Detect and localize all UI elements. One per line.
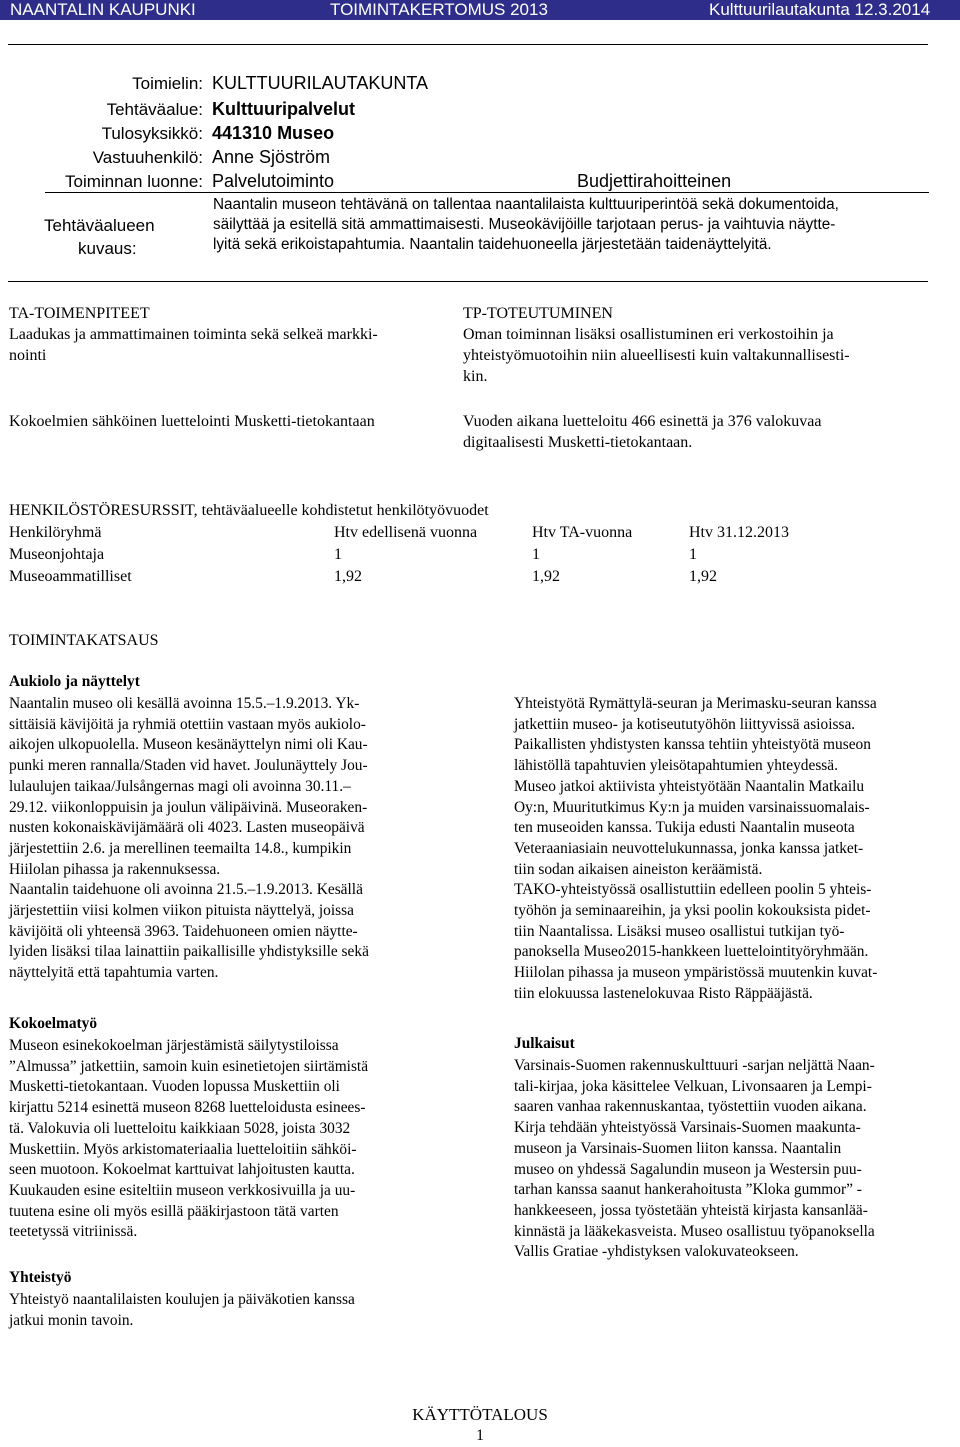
header-org: NAANTALIN KAUPUNKI — [10, 0, 196, 19]
aukiolo-title: Aukiolo ja näyttelyt — [9, 673, 140, 690]
staff-col-prev: Htv edellisenä vuonna — [334, 524, 478, 541]
paragraph-line: työhön ja seminaareihin, ja yksi poolin kokouksista pidet- — [514, 902, 871, 920]
header-board: Kulttuurilautakunta 12.3.2014 — [709, 0, 931, 19]
info-divider — [45, 192, 929, 193]
paragraph-line: lähistöllä tapahtuvien yleisötapahtumien yhteydessä. — [514, 757, 838, 775]
tp-1-line-1: Oman toiminnan lisäksi osallistuminen eri verkostoihin ja — [463, 326, 834, 343]
julkaisut-paragraph — [514, 1056, 875, 1263]
paragraph-line: järjestettiin 2.6. ja merellinen teemailta 14.8., kumpikin — [9, 839, 352, 857]
paragraph-line: nusten kokonaiskävijämäärä oli 4023. Lasten museopäivä — [9, 819, 365, 837]
cooperation-paragraph — [514, 694, 877, 1005]
paragraph-line: kinnästä ja lääkekasveista. Museo osallistuu työpanoksella — [514, 1222, 875, 1240]
vastuuhenkilo-value: Anne Sjöström — [212, 147, 331, 167]
kuvaus-label-2: kuvaus: — [78, 239, 137, 258]
staff-col-group: Henkilöryhmä — [9, 524, 102, 541]
ta-1-line-1: Laadukas ja ammattimainen toiminta sekä selkeä markki- — [9, 326, 378, 343]
paragraph-line: järjestettiin viisi kolmen viikon pituista näyttelyä, joissa — [9, 902, 354, 920]
paragraph-line: näyttelyitä että tapahtumia varten. — [9, 964, 219, 982]
paragraph-line: ten museoiden kanssa. Tukija edusti Naantalin museota — [514, 819, 855, 837]
paragraph-line: tä. Valokuvia oli luetteloitu kaikkiaan 5028, joista 3032 — [9, 1119, 351, 1137]
paragraph-line: 29.12. viikonloppuisin ja joulun välipäivinä. Museoraken- — [9, 798, 368, 816]
paragraph-line: saaren vanhaa rakennuskantaa, työstettiin vuoden aikana. — [514, 1098, 867, 1116]
paragraph-line: Veteraaniasiain neuvottelukunnassa, jonka kanssa jatket- — [514, 839, 864, 857]
staff-col-ta: Htv TA-vuonna — [532, 524, 633, 541]
review-heading: TOIMINTAKATSAUS — [9, 632, 159, 649]
paragraph-line: Naantalin museo oli kesällä avoinna 15.5.–1.9.2013. Yk- — [9, 695, 360, 712]
paragraph-line: jatkui monin tavoin. — [9, 1311, 134, 1329]
paragraph-line: Yhteistyö naantalilaisten koulujen ja päiväkotien kanssa — [9, 1291, 355, 1308]
tp-1-line-2: yhteistyömuotoihin niin alueellisesti kuin valtakunnallisesti- — [463, 347, 850, 364]
tp-2-line-1: Vuoden aikana luetteloitu 466 esinettä ja 376 valokuvaa — [463, 413, 822, 430]
paragraph-line: Oy:n, Muuritutkimus Ky:n ja muiden varsinaissuomalais- — [514, 798, 870, 816]
header-report: TOIMINTAKERTOMUS 2013 — [330, 0, 548, 19]
paragraph-line: Hiilolan pihassa ja museon ympäristössä muutenkin kuvat- — [514, 964, 878, 982]
luonne-value: Palvelutoiminto — [212, 171, 335, 191]
kuvaus-line-2: säilyttää ja esitellä sitä ammattimaisesti. Museokävijöille tarjotaan perus- ja vaihtuvia näytte- — [213, 216, 836, 233]
paragraph-line: punki meren rannalla/Staden vid havet. Joulunäyttely Jou- — [9, 757, 368, 775]
paragraph-line: Muskettiin. Myös arkistomateriaalia luetteloitiin sähköi- — [9, 1140, 357, 1158]
paragraph-line: Vallis Gratiae -yhdistyksen valokuvateokseen. — [514, 1243, 799, 1261]
ta-1-line-2: nointi — [9, 347, 47, 364]
paragraph-line: tiin Naantalissa. Lisäksi museo osallistui tutkijan työ- — [514, 922, 845, 940]
staff-row-2-group: Museoammatilliset — [9, 568, 132, 585]
kokoelma-paragraph — [9, 1036, 368, 1243]
staff-row-1-actual: 1 — [689, 546, 697, 563]
paragraph-line: museo on yhdessä Sagalundin museon ja Westersin puu- — [514, 1160, 862, 1178]
paragraph-line: seen muotoon. Kokoelmat karttuivat lahjoitusten kautta. — [9, 1161, 355, 1179]
paragraph-line: tuutena esine oli myös esillä pääkirjastoon tätä varten — [9, 1202, 339, 1220]
paragraph-line: teetetyssä vitriinissä. — [9, 1223, 138, 1241]
kokoelma-title: Kokoelmatyö — [9, 1015, 98, 1032]
paragraph-line: kävijöitä oli yhteensä 3963. Taidehuoneen omien näytte- — [9, 922, 358, 940]
staff-row-1-ta: 1 — [532, 546, 540, 563]
paragraph-line: lulaulujen taikaa/Julsångernas magi oli avoinna 30.11.– — [9, 777, 351, 795]
staff-row-2-prev: 1,92 — [334, 568, 362, 585]
ta-2: Kokoelmien sähköinen luettelointi Musketti-tietokantaan — [9, 413, 375, 430]
yhteistyo-title: Yhteistyö — [9, 1269, 72, 1286]
staff-heading: HENKILÖSTÖRESURSSIT, tehtäväalueelle kohdistetut henkilötyövuodet — [9, 502, 489, 519]
paragraph-line: ”Almussa” jatkettiin, samoin kuin esinetietojen siirtämistä — [9, 1057, 369, 1075]
header-banner — [0, 0, 960, 20]
paragraph-line: tali-kirjaa, joka käsittelee Velkuan, Livonsaaren ja Lempi- — [514, 1077, 872, 1095]
staff-row-1-prev: 1 — [334, 546, 342, 563]
paragraph-line: Museon esinekokoelman järjestämistä säilytystiloissa — [9, 1037, 339, 1054]
kuvaus-line-3: lyitä sekä erikoistapahtumia. Naantalin taidehuoneella järjestetään taidenäyttelyitä. — [213, 236, 772, 253]
paragraph-line: TAKO-yhteistyössä osallistuttiin edelleen poolin 5 yhteis- — [514, 881, 872, 899]
yhteistyo-paragraph — [9, 1290, 355, 1331]
page-number: 1 — [476, 1427, 484, 1444]
aukiolo-paragraph — [9, 694, 369, 984]
kuvaus-line-1: Naantalin museon tehtävänä on tallentaa naantalilaista kulttuuriperintöä sekä dokumentoida, — [213, 196, 839, 213]
ta-heading: TA-TOIMENPITEET — [9, 305, 150, 322]
julkaisut-title: Julkaisut — [514, 1035, 575, 1052]
paragraph-line: Musketti-tietokantaan. Vuoden lopussa Muskettiin oli — [9, 1078, 340, 1096]
toimielin-label: Toimielin: — [132, 74, 203, 93]
kuvaus-label-1: Tehtäväalueen — [44, 216, 155, 235]
staff-col-actual: Htv 31.12.2013 — [689, 524, 789, 541]
staff-row-2-actual: 1,92 — [689, 568, 717, 585]
paragraph-line: tiin elokuussa lastenelokuvaa Risto Räppääjästä. — [514, 984, 813, 1002]
paragraph-line: Yhteistyötä Rymättylä-seuran ja Merimasku-seuran kanssa — [514, 695, 877, 712]
paragraph-line: Naantalin taidehuone oli avoinna 21.5.–1.9.2013. Kesällä — [9, 881, 363, 899]
paragraph-line: Paikallisten yhdistysten kanssa tehtiin yhteistyötä museon — [514, 736, 871, 754]
tehtavaalue-value: Kulttuuripalvelut — [212, 99, 355, 119]
budjetti-value: Budjettirahoitteinen — [577, 171, 732, 191]
paragraph-line: Kirja tehdään yhteistyössä Varsinais-Suomen maakunta- — [514, 1119, 861, 1137]
tehtavaalue-label: Tehtäväalue: — [106, 100, 203, 119]
tulosyksikko-value: 441310 Museo — [212, 123, 335, 143]
paragraph-line: museon ja Varsinais-Suomen liiton kanssa. Naantalin — [514, 1139, 842, 1157]
paragraph-line: tiin sodan aikaisen aineiston keräämistä. — [514, 860, 763, 878]
paragraph-line: tarhan kanssa saanut hankerahoitusta ”Kloka gummor” - — [514, 1181, 862, 1199]
staff-row-1-group: Museonjohtaja — [9, 546, 105, 563]
paragraph-line: sittäisiä kävijöitä ja ryhmiä otettiin vastaan myös aukiolo- — [9, 715, 366, 733]
paragraph-line: lyiden lisäksi tilaa lainattiin paikallisille yhdistyksille sekä — [9, 943, 369, 961]
paragraph-line: Kuukauden esine esiteltiin museon verkkosivuilla ja uu- — [9, 1181, 356, 1199]
description-divider — [8, 281, 928, 282]
tp-heading: TP-TOTEUTUMINEN — [463, 305, 613, 322]
paragraph-line: panoksella Museo2015-hankkeen luettelointityöryhmään. — [514, 943, 869, 961]
tp-2-line-2: digitaalisesti Musketti-tietokantaan. — [463, 434, 693, 451]
paragraph-line: jatkettiin museo- ja kotiseututyöhön liittyvissä asioissa. — [514, 715, 856, 733]
luonne-label: Toiminnan luonne: — [65, 172, 203, 191]
paragraph-line: Varsinais-Suomen rakennuskulttuuri -sarjan neljättä Naan- — [514, 1057, 875, 1074]
paragraph-line: Museo jatkoi aktiivista yhteistyötään Naantalin Matkailu — [514, 777, 865, 795]
top-divider — [8, 44, 928, 45]
paragraph-line: kirjattu 5214 esinettä museon 8268 luetteloidusta esinees- — [9, 1099, 366, 1117]
paragraph-line: aikojen ulkopuolella. Museon kesänäyttelyn nimi oli Kau- — [9, 736, 368, 754]
tp-1-line-3: kin. — [463, 368, 488, 385]
kayttotalous-heading: KÄYTTÖTALOUS — [412, 1405, 548, 1424]
tulosyksikko-label: Tulosyksikkö: — [101, 124, 203, 143]
paragraph-line: Hiilolan pihassa ja rakennuksessa. — [9, 860, 221, 878]
paragraph-line: hankkeeseen, jossa työstetään yhteistä kirjasta kansanlää- — [514, 1201, 868, 1219]
toimielin-value: KULTTUURILAUTAKUNTA — [212, 73, 429, 93]
vastuuhenkilo-label: Vastuuhenkilö: — [92, 148, 203, 167]
staff-row-2-ta: 1,92 — [532, 568, 560, 585]
